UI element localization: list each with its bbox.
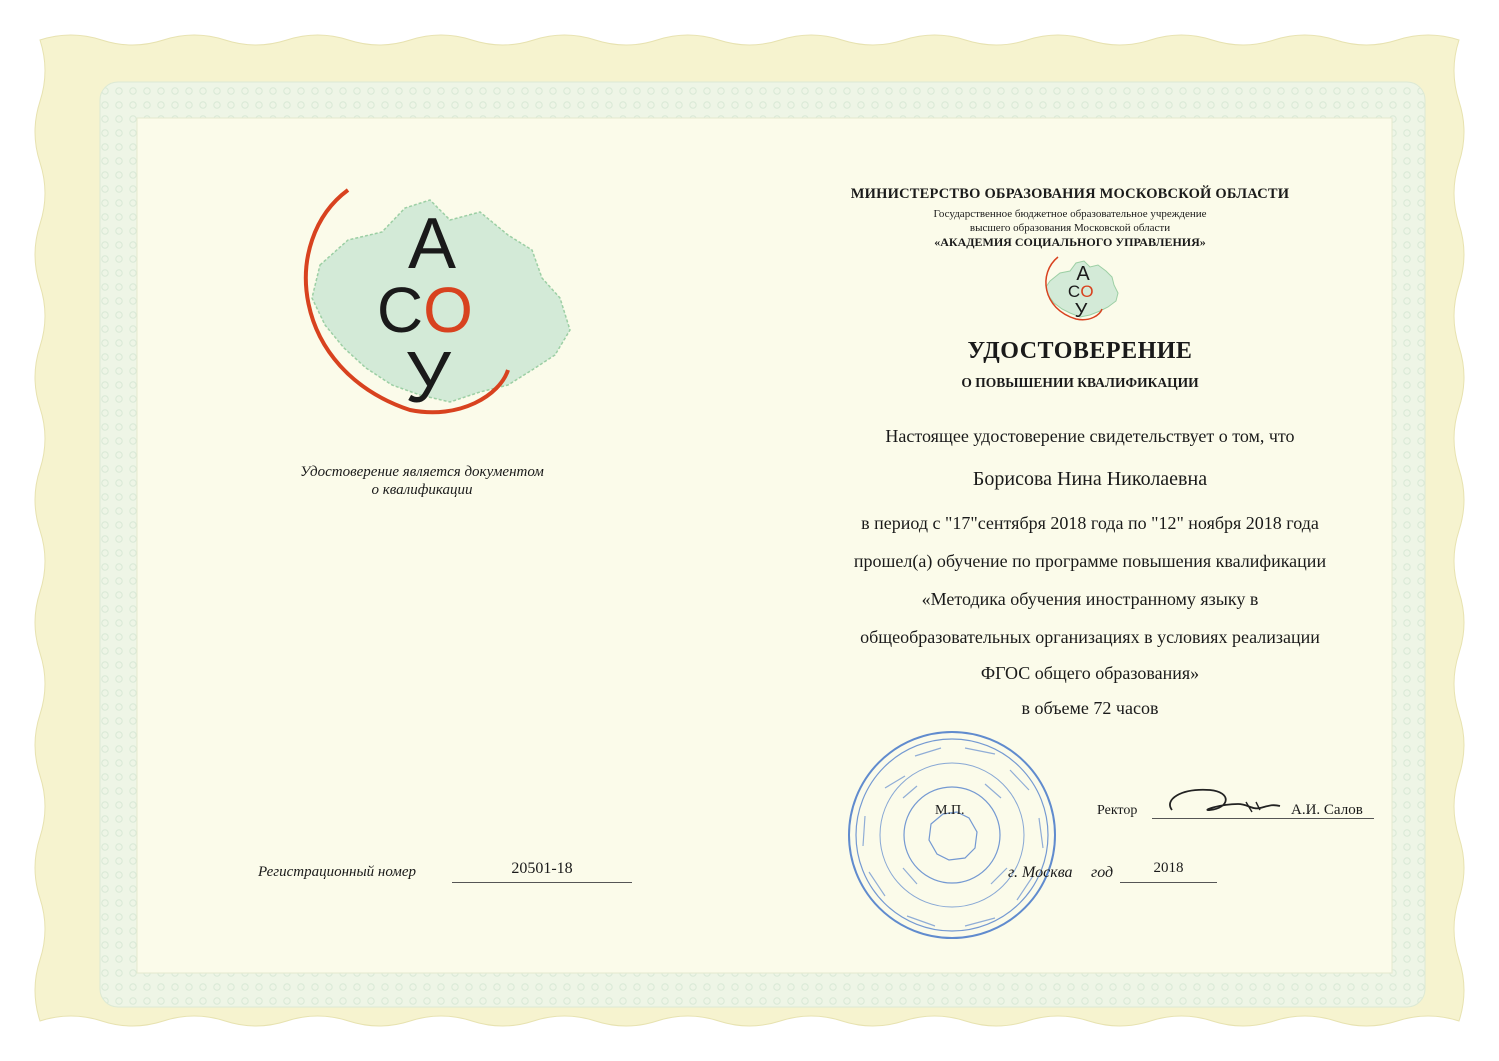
logo-letter-a: А <box>407 204 457 284</box>
logo-letter-u: У <box>405 338 451 418</box>
asou-logo-small <box>1036 255 1120 323</box>
institution-line-2: высшего образования Московской области <box>969 222 1171 234</box>
left-caption <box>262 463 582 499</box>
caption-line-2: о квалификации <box>371 482 473 498</box>
institution-name: «АКАДЕМИЯ СОЦИАЛЬНОГО УПРАВЛЕНИЯ» <box>934 235 1206 249</box>
official-seal <box>845 728 1060 943</box>
intro-text: Настоящее удостоверение свидетельствует о том, что <box>885 426 1295 446</box>
program-line-4: ФГОС общего образования» <box>980 663 1200 683</box>
logo-letter-o: О <box>423 274 473 346</box>
document-subtitle: О ПОВЫШЕНИИ КВАЛИФИКАЦИИ <box>961 375 1199 390</box>
small-letter-a: А <box>1076 263 1090 285</box>
period-text: в период с "17"сентября 2018 года по "12" ноября 2018 года <box>861 513 1319 533</box>
year-value: 2018 <box>1120 860 1217 883</box>
small-letter-c: С <box>1067 282 1081 301</box>
holder-name: Борисова Нина Николаевна <box>972 468 1208 490</box>
program-line-1: прошел(а) обучение по программе повышения квалификации <box>853 551 1327 571</box>
registration-number: 20501-18 <box>452 860 632 883</box>
rector-signature <box>1160 780 1290 825</box>
rector-name: А.И. Салов <box>1291 802 1363 818</box>
institution-line-1: Государственное бюджетное образовательное учреждение <box>933 208 1207 220</box>
program-line-3: общеобразовательных организациях в условиях реализации <box>860 627 1320 647</box>
document-title: УДОСТОВЕРЕНИЕ <box>967 338 1193 364</box>
caption-line-1: Удостоверение является документом <box>300 464 544 480</box>
year-label: год <box>1091 864 1114 881</box>
hours-text: в объеме 72 часов <box>1021 698 1159 718</box>
small-letter-u: У <box>1074 300 1088 322</box>
asou-logo-large <box>270 180 600 420</box>
rector-label: Ректор <box>1097 803 1138 818</box>
stamp-place-label: М.П. <box>935 803 965 818</box>
small-letter-o: О <box>1080 282 1094 301</box>
logo-letter-c: С <box>376 274 424 346</box>
program-line-2: «Методика обучения иностранному языку в <box>921 589 1259 609</box>
registration-label: Регистрационный номер <box>258 864 417 880</box>
ministry-title: МИНИСТЕРСТВО ОБРАЗОВАНИЯ МОСКОВСКОЙ ОБЛАСТИ <box>850 186 1290 202</box>
city-label: г. Москва <box>1008 864 1073 881</box>
